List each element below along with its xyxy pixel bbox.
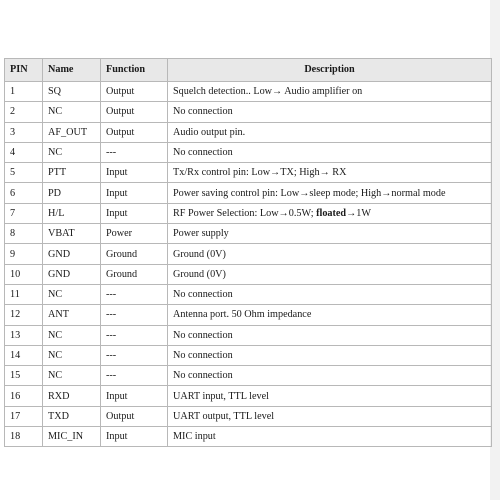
table-row: [5, 284, 492, 304]
description-cell: Ground (0V): [168, 244, 492, 264]
table-row: [5, 122, 492, 142]
name-cell: SQ: [43, 82, 101, 102]
table-row: [5, 82, 492, 102]
name-cell: RXD: [43, 386, 101, 406]
header-row: [5, 59, 492, 82]
table-row: [5, 163, 492, 183]
function-cell: ---: [101, 325, 168, 345]
description-cell: Power supply: [168, 224, 492, 244]
table-row: [5, 386, 492, 406]
pin-cell: 16: [5, 386, 43, 406]
function-cell: Input: [101, 163, 168, 183]
function-cell: Ground: [101, 244, 168, 264]
pin-cell: 18: [5, 427, 43, 447]
pin-cell: 11: [5, 284, 43, 304]
name-cell: H/L: [43, 203, 101, 223]
table-row: [5, 305, 492, 325]
table-row: [5, 325, 492, 345]
header-pin: PIN: [5, 59, 43, 82]
pin-cell: 1: [5, 82, 43, 102]
function-cell: Input: [101, 386, 168, 406]
function-cell: Output: [101, 406, 168, 426]
pin-cell: 8: [5, 224, 43, 244]
pin-cell: 9: [5, 244, 43, 264]
name-cell: ANT: [43, 305, 101, 325]
name-cell: GND: [43, 244, 101, 264]
name-cell: PD: [43, 183, 101, 203]
name-cell: PTT: [43, 163, 101, 183]
description-cell: No connection: [168, 102, 492, 122]
description-cell: [168, 203, 492, 223]
description-cell: Tx/Rx control pin: Low→TX; High→ RX: [168, 163, 492, 183]
pin-cell: 2: [5, 102, 43, 122]
table-row: [5, 366, 492, 386]
pin-cell: 4: [5, 142, 43, 162]
description-text: →1W: [346, 207, 371, 219]
name-cell: MIC_IN: [43, 427, 101, 447]
function-cell: ---: [101, 305, 168, 325]
description-text: RF Power Selection: Low→0.5W;: [173, 207, 317, 219]
description-cell: Ground (0V): [168, 264, 492, 284]
description-cell: No connection: [168, 325, 492, 345]
pin-table: [4, 58, 492, 447]
function-cell: ---: [101, 284, 168, 304]
function-cell: ---: [101, 345, 168, 365]
function-cell: Input: [101, 183, 168, 203]
function-cell: Input: [101, 203, 168, 223]
pin-cell: 17: [5, 406, 43, 426]
pin-cell: 3: [5, 122, 43, 142]
function-cell: ---: [101, 366, 168, 386]
description-cell: UART output, TTL level: [168, 406, 492, 426]
function-cell: Input: [101, 427, 168, 447]
table-row: [5, 183, 492, 203]
function-cell: Power: [101, 224, 168, 244]
header-description: Description: [168, 59, 492, 82]
name-cell: VBAT: [43, 224, 101, 244]
table-row: [5, 264, 492, 284]
pin-cell: 13: [5, 325, 43, 345]
table-row: [5, 427, 492, 447]
pin-cell: 10: [5, 264, 43, 284]
name-cell: NC: [43, 284, 101, 304]
table-row: [5, 102, 492, 122]
function-cell: Ground: [101, 264, 168, 284]
description-cell: Audio output pin.: [168, 122, 492, 142]
function-cell: ---: [101, 142, 168, 162]
pin-cell: 14: [5, 345, 43, 365]
description-cell: No connection: [168, 345, 492, 365]
pin-cell: 6: [5, 183, 43, 203]
description-cell: Power saving control pin: Low→sleep mode; High→normal mode: [168, 183, 492, 203]
table-row: [5, 224, 492, 244]
table-row: [5, 345, 492, 365]
name-cell: TXD: [43, 406, 101, 426]
pin-cell: 15: [5, 366, 43, 386]
header-function: Function: [101, 59, 168, 82]
description-bold-text: floated: [316, 207, 347, 219]
pin-cell: 12: [5, 305, 43, 325]
description-cell: Squelch detection.. Low→ Audio amplifier on: [168, 82, 492, 102]
name-cell: AF_OUT: [43, 122, 101, 142]
name-cell: NC: [43, 366, 101, 386]
description-cell: No connection: [168, 284, 492, 304]
description-cell: Antenna port. 50 Ohm impedance: [168, 305, 492, 325]
function-cell: Output: [101, 122, 168, 142]
function-cell: Output: [101, 102, 168, 122]
pin-cell: 7: [5, 203, 43, 223]
table-row: [5, 406, 492, 426]
pin-cell: 5: [5, 163, 43, 183]
description-cell: UART input, TTL level: [168, 386, 492, 406]
header-name: Name: [43, 59, 101, 82]
name-cell: NC: [43, 325, 101, 345]
description-cell: No connection: [168, 142, 492, 162]
function-cell: Output: [101, 82, 168, 102]
description-cell: MIC input: [168, 427, 492, 447]
name-cell: NC: [43, 142, 101, 162]
table-row: [5, 203, 492, 223]
table-row: [5, 142, 492, 162]
name-cell: NC: [43, 102, 101, 122]
table-row: [5, 244, 492, 264]
name-cell: GND: [43, 264, 101, 284]
name-cell: NC: [43, 345, 101, 365]
description-cell: No connection: [168, 366, 492, 386]
